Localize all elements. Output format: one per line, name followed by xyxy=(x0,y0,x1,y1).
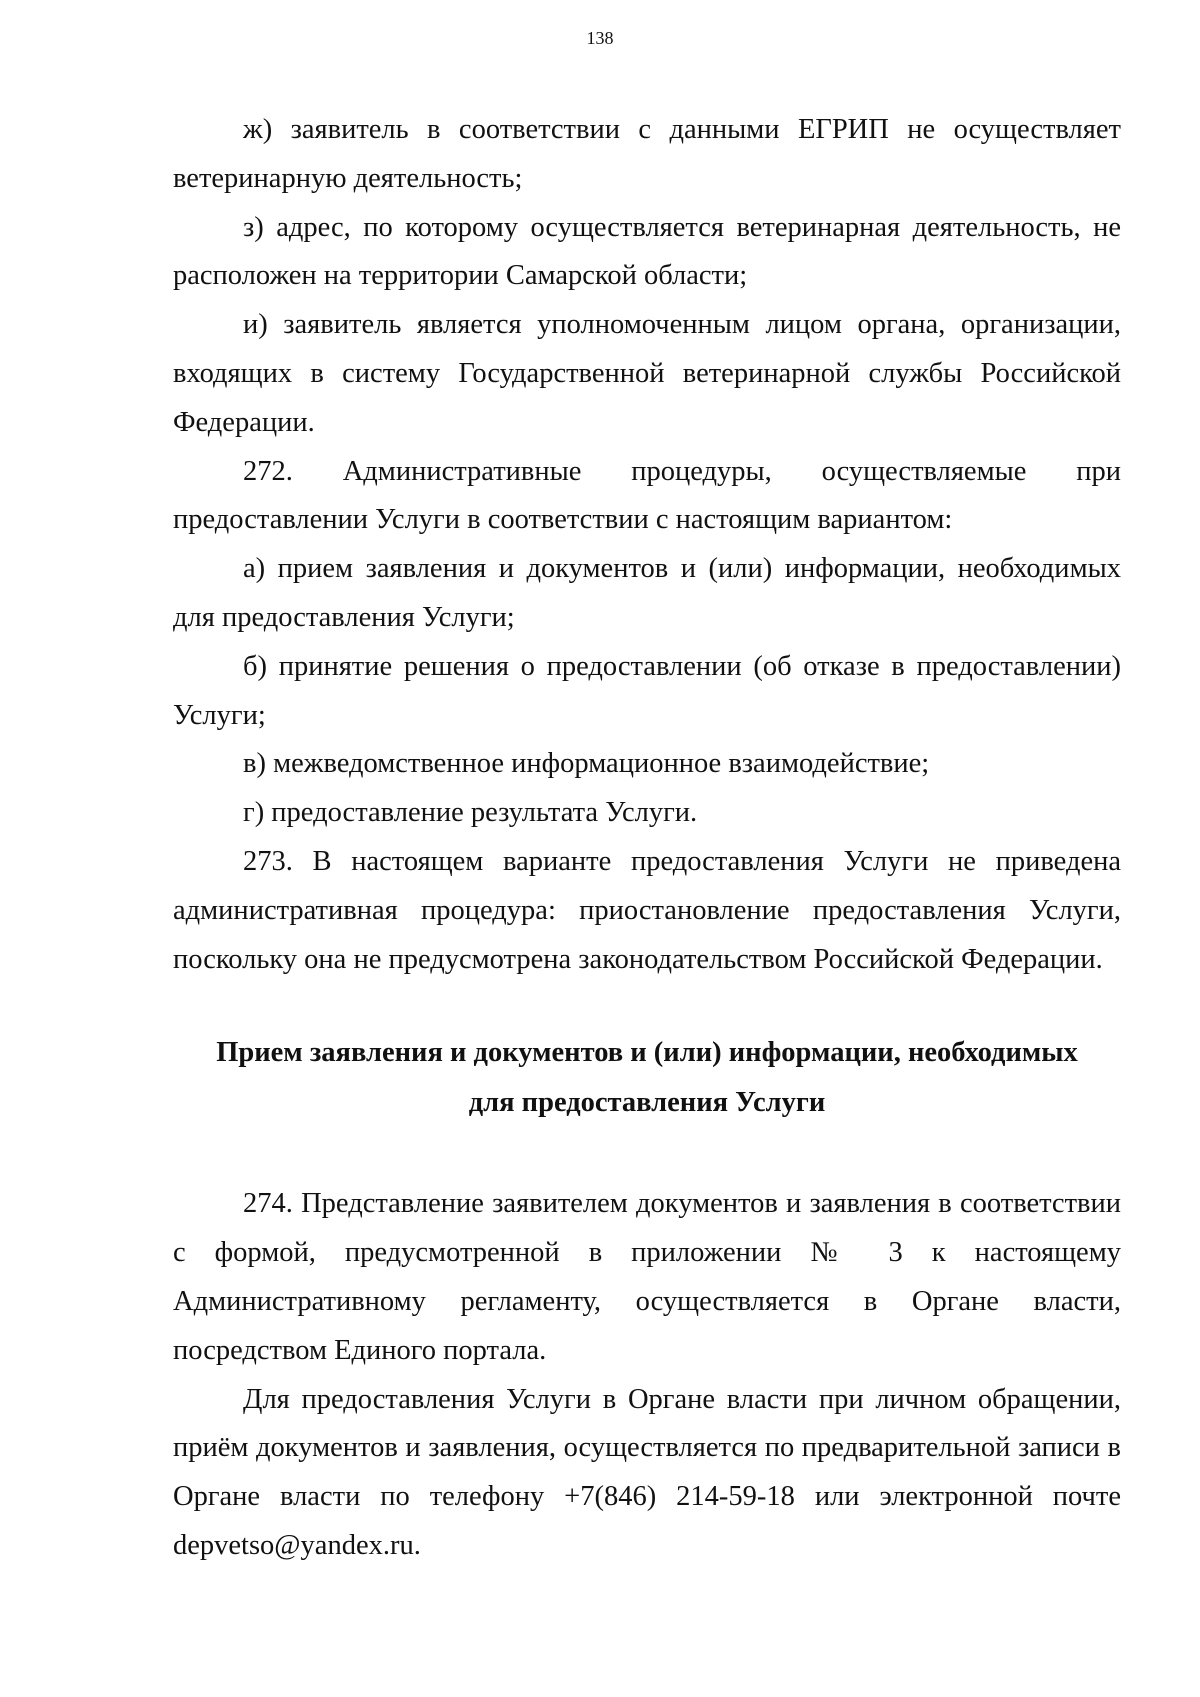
section-heading-line-1: Прием заявления и документов и (или) информации, необходимых xyxy=(216,1037,1078,1069)
spacer xyxy=(173,984,1121,1028)
paragraph-v: в) межведомственное информационное взаимодействие; xyxy=(243,748,930,780)
paragraph-272: 272. Административные процедуры, осуществляемые при предоставлении Услуги в соответствии с настоящим вариантом: xyxy=(173,455,1121,536)
paragraph-274: 274. Представление заявителем документов и заявления в соответствии с формой, предусмотренной в приложении № 3 к настоящему Административному регламенту, осуществляется в Органе власти, посредством Единого портала. xyxy=(173,1188,1121,1366)
document-body xyxy=(173,106,1121,1571)
paragraph-b: б) принятие решения о предоставлении (об отказе в предоставлении) Услуги; xyxy=(173,650,1121,731)
paragraph-z: з) адрес, по которому осуществляется ветеринарная деятельность, не расположен на территории Самарской области; xyxy=(173,211,1121,292)
spacer xyxy=(173,1128,1121,1180)
page-number: 138 xyxy=(586,28,614,48)
paragraph-i: и) заявитель является уполномоченным лицом органа, организации, входящих в систему Государственной ветеринарной службы Российской Федерации. xyxy=(173,309,1121,438)
paragraph-273: 273. В настоящем варианте предоставления Услуги не приведена административная процедура: приостановление предоставления Услуги, поскольку она не предусмотрена законодательством Российской Федерации. xyxy=(173,845,1121,975)
paragraph-a: а) прием заявления и документов и (или) информации, необходимых для предоставления Услуги; xyxy=(173,553,1121,633)
paragraph-contact: Для предоставления Услуги в Органе власти при личном обращении, приём документов и заявления, осуществляется по предварительной записи в Органе власти по телефону +7(846) 214-59-18 или электронной почте depvetso@yandex.ru. xyxy=(173,1383,1121,1561)
section-heading-line-2: для предоставления Услуги xyxy=(468,1087,826,1119)
paragraph-zh: ж) заявитель в соответствии с данными ЕГРИП не осуществляет ветеринарную деятельность; xyxy=(173,114,1121,194)
section-heading xyxy=(173,1028,1121,1128)
paragraph-g: г) предоставление результата Услуги. xyxy=(243,797,698,829)
